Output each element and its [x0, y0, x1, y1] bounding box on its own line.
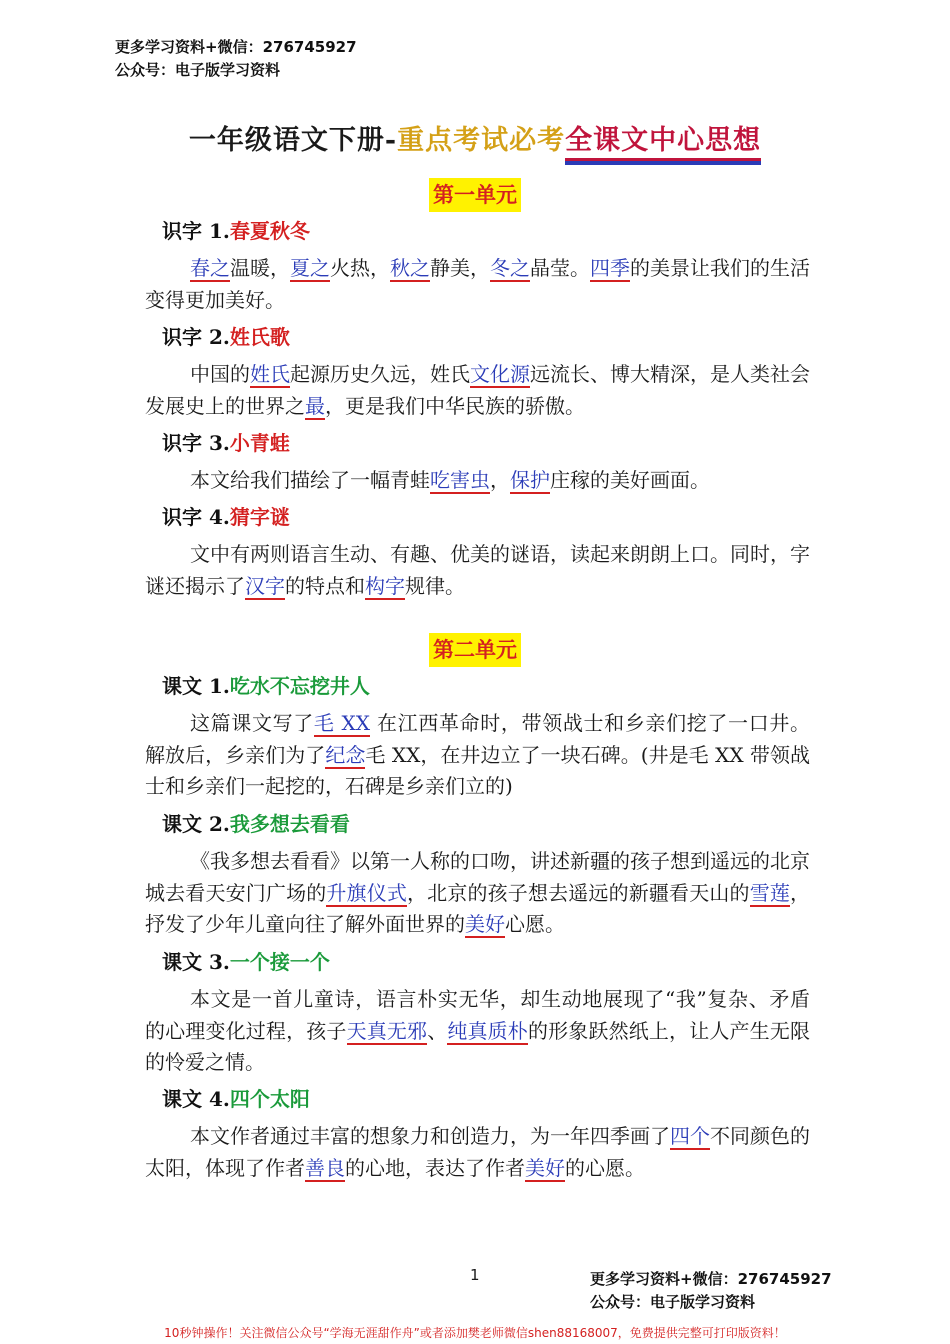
text-segment: 的心地，表达了作者	[345, 1155, 525, 1180]
text-segment: 我多想去看看	[229, 812, 350, 836]
text-segment: 第二单元	[429, 633, 521, 667]
text-segment: 本文作者通过丰富的想象力和创造力，为一年四季画了	[190, 1124, 670, 1148]
unit2-item-2-paragraph	[145, 846, 810, 941]
key-term: 文化源	[470, 362, 530, 386]
key-term: 纪念	[325, 742, 366, 767]
key-term: 天真无邪	[346, 1018, 428, 1043]
unit2-item-3-paragraph	[145, 984, 810, 1079]
unit2-item-1-paragraph	[145, 708, 810, 803]
text-segment: 课文 3.	[162, 950, 230, 974]
text-segment: 起源历史久远，姓氏	[290, 362, 470, 386]
text-segment: 不同颜色的太阳，体现了作者	[145, 1124, 810, 1180]
text-segment: 本文是一首儿童诗，语言朴实无华，却生动地展现了“我”复杂、矛盾的心理变化过程，孩子	[145, 987, 810, 1043]
unit1-item-4-paragraph	[145, 539, 810, 602]
unit1-item-3-paragraph	[145, 465, 810, 497]
text-segment: 的美景让我们的生活变得更加美好。	[145, 256, 810, 312]
text-segment: 火热，	[330, 256, 390, 280]
title-part-3: 全课文中心思想	[565, 125, 761, 161]
text-segment: 中国的	[190, 362, 250, 386]
key-term: 最	[305, 393, 325, 418]
key-term: 姓氏	[250, 362, 290, 386]
unit-2-label	[0, 633, 950, 667]
unit1-item-4-heading	[162, 503, 290, 531]
page-title	[0, 118, 950, 157]
unit1-item-1-heading	[162, 217, 310, 245]
watermark-wechat: 更多学习资料+微信：276745927	[115, 38, 357, 56]
text-segment: 识字 3.	[162, 431, 230, 455]
text-segment: 庄稼的美好画面。	[550, 468, 710, 492]
key-term: 雪莲	[749, 880, 790, 905]
title-part-2: 重点考试必考	[397, 125, 566, 156]
unit1-item-1-paragraph	[145, 253, 810, 316]
text-segment: 吃水不忘挖井人	[229, 674, 370, 698]
text-segment: 四个太阳	[229, 1087, 310, 1111]
key-term: 四个	[670, 1124, 710, 1148]
text-segment: 毛 XX，在井边立了一块石碑。(井是毛 XX 带领战士和乡亲们一起挖的，石碑是乡亲们立的)	[145, 742, 811, 798]
text-segment: ，	[490, 468, 510, 492]
unit-1-label	[0, 178, 950, 212]
key-term: 保护	[510, 468, 550, 492]
text-segment: 本文给我们描绘了一幅青蛙	[190, 468, 430, 492]
text-segment: ，抒发了少年儿童向往了解外面世界的	[145, 880, 810, 936]
text-segment: 课文 2.	[162, 812, 230, 836]
text-segment: 课文 1.	[162, 674, 230, 698]
text-segment: 识字 4.	[162, 505, 230, 529]
key-term: 冬之	[490, 256, 530, 280]
watermark-bottom	[590, 1268, 832, 1314]
watermark-top	[115, 36, 357, 82]
unit2-item-1-heading	[162, 672, 370, 700]
key-term: 升旗仪式	[326, 880, 408, 905]
key-term: 秋之	[390, 256, 430, 280]
unit2-item-3-heading	[162, 948, 330, 976]
text-segment: ，更是我们中华民族的骄傲。	[325, 393, 585, 418]
text-segment: 姓氏歌	[229, 325, 290, 349]
key-term: 美好	[525, 1155, 565, 1180]
text-segment: 一个接一个	[229, 950, 330, 974]
text-segment: 这篇课文写了	[190, 711, 314, 735]
unit1-item-2-heading	[162, 323, 290, 351]
text-segment: 《我多想去看看》以第一人称的口吻，讲述新疆的孩子想到遥远的北京城去看天安门广场的	[145, 849, 810, 905]
unit2-item-4-paragraph	[145, 1121, 810, 1184]
text-segment: 规律。	[405, 573, 465, 598]
unit2-item-2-heading	[162, 810, 350, 838]
promo-footer: 10秒钟操作！关注微信公众号“学海无涯甜作舟”或者添加樊老师微信shen88168007，免费提供完整可打印版资料！	[164, 1326, 786, 1340]
key-term: 善良	[305, 1155, 345, 1180]
text-segment: 、	[427, 1018, 448, 1043]
unit2-item-4-heading	[162, 1085, 310, 1113]
text-segment: 第一单元	[429, 178, 521, 212]
key-term: 夏之	[290, 256, 330, 280]
text-segment: 温暖，	[230, 256, 290, 280]
text-segment: 的形象跃然纸上，让人产生无限的怜爱之情。	[145, 1018, 810, 1074]
text-segment: 猜字谜	[229, 505, 290, 529]
page-number: 1	[470, 1266, 480, 1284]
watermark-official-account: 公众号：电子版学习资料	[115, 61, 281, 79]
text-segment: 识字 2.	[162, 325, 230, 349]
key-term: 四季	[590, 256, 630, 280]
text-segment: 远流长、博大精深，是人类社会发展史上的世界之	[145, 362, 810, 418]
key-term: 构字	[365, 573, 405, 598]
key-term: 毛 XX	[313, 711, 371, 735]
title-part-1: 一年级语文下册-	[188, 125, 398, 156]
key-term: 春之	[190, 256, 230, 280]
watermark-wechat-bottom: 更多学习资料+微信：276745927	[590, 1270, 832, 1288]
text-segment: 课文 4.	[162, 1087, 230, 1111]
key-term: 美好	[465, 912, 505, 936]
text-segment: 静美，	[430, 256, 490, 280]
text-segment: 小青蛙	[229, 431, 290, 455]
text-segment: 的心愿。	[565, 1155, 645, 1180]
unit1-item-3-heading	[162, 429, 290, 457]
text-segment: 的特点和	[285, 573, 365, 598]
key-term: 吃害虫	[430, 468, 490, 492]
text-segment: 春夏秋冬	[229, 219, 310, 243]
key-term: 纯真质朴	[447, 1018, 528, 1043]
text-segment: 心愿。	[505, 912, 565, 936]
text-segment: 文中有两则语言生动、有趣、优美的谜语，读起来朗朗上口。同时，字谜还揭示了	[145, 542, 810, 598]
text-segment: 识字 1.	[162, 219, 230, 243]
text-segment: 晶莹。	[530, 256, 590, 280]
watermark-official-account-bottom: 公众号：电子版学习资料	[590, 1293, 756, 1311]
text-segment: 在江西革命时，带领战士和乡亲们挖了一口井。解放后，乡亲们为了	[145, 711, 810, 767]
unit1-item-2-paragraph	[145, 359, 810, 422]
key-term: 汉字	[245, 573, 285, 598]
text-segment: ，北京的孩子想去遥远的新疆看天山的	[407, 880, 750, 905]
